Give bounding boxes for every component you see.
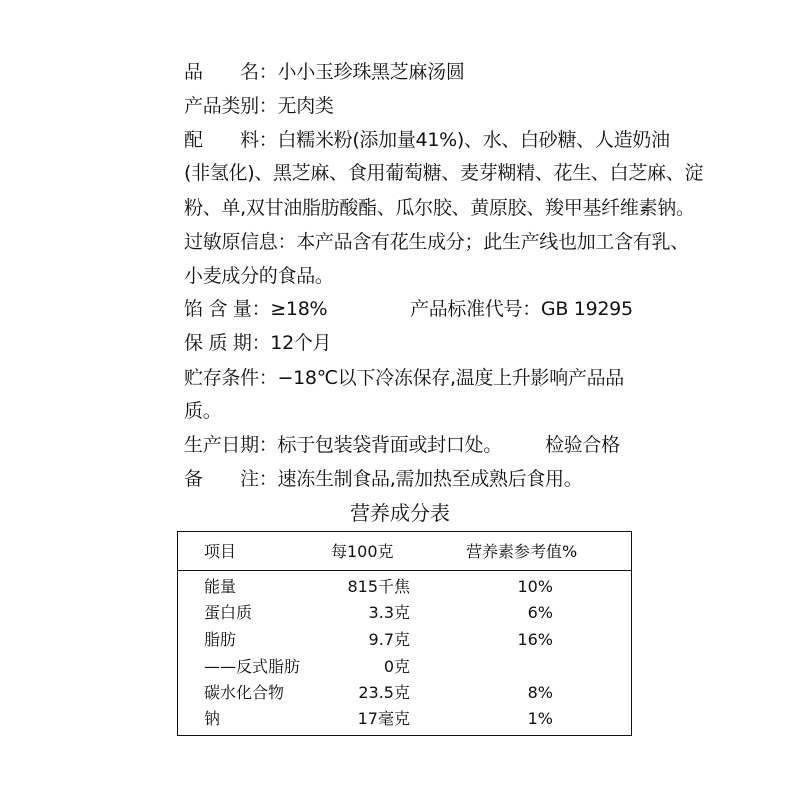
row-sodium-nrv: 1% bbox=[527, 709, 553, 728]
product-name-value: 小小玉珍珠黑芝麻汤圆 bbox=[277, 61, 465, 83]
filling-value: ≥18% bbox=[270, 298, 328, 320]
row-protein-name: 蛋白质 bbox=[204, 603, 253, 622]
allergen-text: 小麦成分的食品。 bbox=[184, 265, 334, 287]
shelf-life-value: 12个月 bbox=[270, 332, 332, 354]
ingredients-line-1 bbox=[184, 128, 670, 152]
filling-key: 馅 含 量： bbox=[184, 298, 271, 320]
row-protein-nrv: 6% bbox=[527, 603, 553, 622]
allergen-text: 本产品含有花生成分；此生产线也加工含有乳、 bbox=[296, 231, 689, 253]
row-energy-nrv: 10% bbox=[517, 577, 553, 596]
allergen-key: 过敏原信息： bbox=[184, 231, 297, 253]
row-sodium-name: 钠 bbox=[204, 709, 221, 728]
production-date-value: 标于包装袋背面或封口处。 bbox=[277, 434, 502, 456]
storage-line-1 bbox=[184, 366, 624, 390]
storage-text: −18℃以下冷冻保存,温度上升影响产品品 bbox=[277, 367, 624, 389]
storage-key: 贮存条件： bbox=[184, 367, 278, 389]
category-key: 产品类别： bbox=[184, 95, 278, 117]
header-item: 项目 bbox=[204, 542, 237, 561]
inspection-mark: 检验合格 bbox=[545, 434, 620, 456]
category-line bbox=[184, 94, 334, 118]
row-trans-fat-amount: 0克 bbox=[383, 657, 410, 676]
header-per-100g: 每100克 bbox=[331, 542, 394, 561]
category-value: 无肉类 bbox=[277, 95, 334, 117]
product-name-line bbox=[184, 60, 465, 84]
row-energy-amount: 815千焦 bbox=[347, 577, 410, 596]
production-date-key: 生产日期： bbox=[184, 434, 278, 456]
header-nrv: 营养素参考值% bbox=[466, 542, 578, 561]
row-sodium-amount: 17毫克 bbox=[357, 709, 410, 728]
ingredients-text: (非氢化)、黑芝麻、食用葡萄糖、麦芽糊精、花生、白芝麻、淀 bbox=[184, 162, 704, 184]
allergen-line-2 bbox=[184, 264, 334, 288]
filling-line bbox=[184, 297, 327, 321]
row-fat-name: 脂肪 bbox=[204, 630, 237, 649]
shelf-life-line bbox=[184, 331, 331, 355]
production-date-line bbox=[184, 433, 502, 457]
ingredients-key: 配 料： bbox=[184, 129, 278, 151]
row-carbohydrate-nrv: 8% bbox=[527, 683, 553, 702]
row-protein-amount: 3.3克 bbox=[368, 603, 410, 622]
allergen-line-1 bbox=[184, 230, 689, 254]
product-name-key: 品 名： bbox=[184, 61, 278, 83]
ingredients-line-2 bbox=[184, 161, 703, 185]
standard-key: 产品标准代号： bbox=[410, 298, 541, 320]
storage-text: 质。 bbox=[184, 400, 222, 422]
row-fat-nrv: 16% bbox=[517, 630, 553, 649]
ingredients-text: 白糯米粉(添加量41%)、水、白砂糖、人造奶油 bbox=[277, 129, 670, 151]
row-fat-amount: 9.7克 bbox=[368, 630, 410, 649]
ingredients-text: 粉、单,双甘油脂肪酸酯、瓜尔胶、黄原胶、羧甲基纤维素钠。 bbox=[184, 197, 695, 219]
standard-value: GB 19295 bbox=[540, 298, 633, 320]
shelf-life-key: 保 质 期： bbox=[184, 332, 271, 354]
row-carbohydrate-name: 碳水化合物 bbox=[204, 683, 285, 702]
storage-line-2 bbox=[184, 399, 221, 423]
header-divider bbox=[178, 570, 631, 571]
remarks-line bbox=[184, 467, 582, 491]
row-energy-name: 能量 bbox=[204, 577, 237, 596]
ingredients-line-3 bbox=[184, 196, 695, 220]
nutrition-table bbox=[177, 531, 632, 736]
nutrition-table-title: 营养成分表 bbox=[350, 501, 450, 525]
remarks-value: 速冻生制食品,需加热至成熟后食用。 bbox=[277, 468, 583, 490]
row-trans-fat-name: ——反式脂肪 bbox=[204, 657, 301, 676]
row-carbohydrate-amount: 23.5克 bbox=[358, 683, 410, 702]
remarks-key: 备 注： bbox=[184, 468, 278, 490]
standard-line bbox=[410, 297, 633, 321]
